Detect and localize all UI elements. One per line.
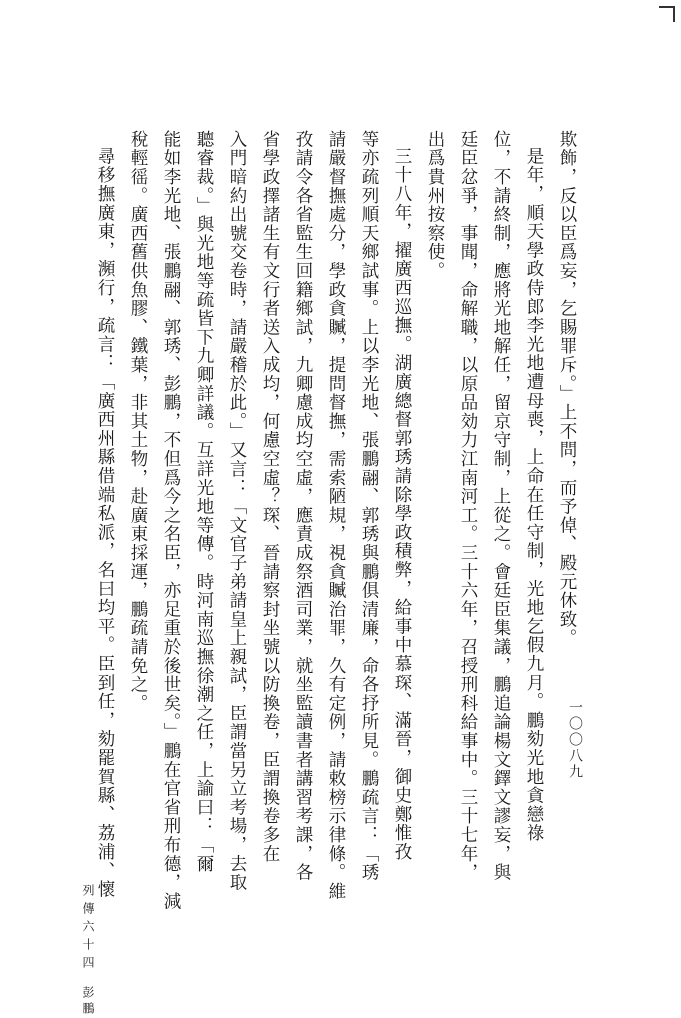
- main-text-block: [95, 130, 583, 911]
- text-column: 尋移撫廣東，瀕行，疏言：「廣西州縣借端私派，名曰均平。臣到任，劾罷賀縣、荔浦、懷: [95, 147, 115, 899]
- text-column: 入門暗約出號交卷時，請嚴稽於此。」又言：「文官子弟請皇上親試，臣謂當另立考場，去取: [227, 130, 247, 893]
- text-column: 能如李光地、張鵬翮、郭琇、彭鵬，不但爲今之名臣，亦足重於後世矣。」鵬在官省刑布德，減: [161, 130, 181, 911]
- text-column: 稅輕徭。廣西舊供魚膠、鐵葉，非其土物，赴廣東採運，鵬疏請免之。: [128, 130, 148, 713]
- text-column: 位，不請終制，應將光地解任，留京守制，上從之。會廷臣集議，鵬追論楊文鐸文謬妄，與: [491, 130, 511, 882]
- text-column: 請嚴督撫處分，學政貪贓，提問督撫，需索陋規，視貪贓治罪，久有定例，請敕榜示律條。維: [326, 130, 346, 901]
- text-column: 出爲貴州按察使。: [425, 130, 445, 281]
- text-column: 欺飾，反以臣爲妄，乞賜罪斥。」上不問，而予倬、殿元休致。: [557, 130, 577, 648]
- text-column: 廷臣忿爭，事聞，命解職，以原品効力江南河工。三十六年，召授刑科給事中。三十七年，: [458, 130, 478, 882]
- running-head-name: 彭鵬: [81, 986, 95, 1018]
- text-column: 等亦疏列順天鄉試事。上以李光地、張鵬翮、郭琇與鵬俱清廉，命各抒所見。鵬疏言：「琇: [359, 130, 379, 882]
- text-column: 省學政擇諸生有文行者送入成均，何慮空虛？琛、晉請察封坐號以防換卷，臣謂換卷多在: [260, 130, 280, 864]
- text-column: 三十八年，擢廣西巡撫。湖廣總督郭琇請除學政積弊，給事中慕琛、滿晉，御史鄭惟孜: [392, 147, 412, 862]
- page-number: 一〇〇八九: [567, 700, 583, 780]
- page-corner-mark: [659, 6, 675, 22]
- running-head: 列傳六十四: [81, 884, 95, 974]
- text-column: 孜請令各省監生回籍鄉試，九卿慮成均空虛，應責成祭酒司業，就坐監讀書者講習考課，各: [293, 130, 313, 882]
- text-column: 是年，順天學政侍郎李光地遭母喪，上命在任守制，光地乞假九月。鵬劾光地貪戀祿: [524, 147, 544, 843]
- text-column: 聽睿裁。」與光地等疏皆下九卿詳議。互詳光地等傳。時河南巡撫徐潮之任，上諭曰：「爾: [194, 130, 214, 874]
